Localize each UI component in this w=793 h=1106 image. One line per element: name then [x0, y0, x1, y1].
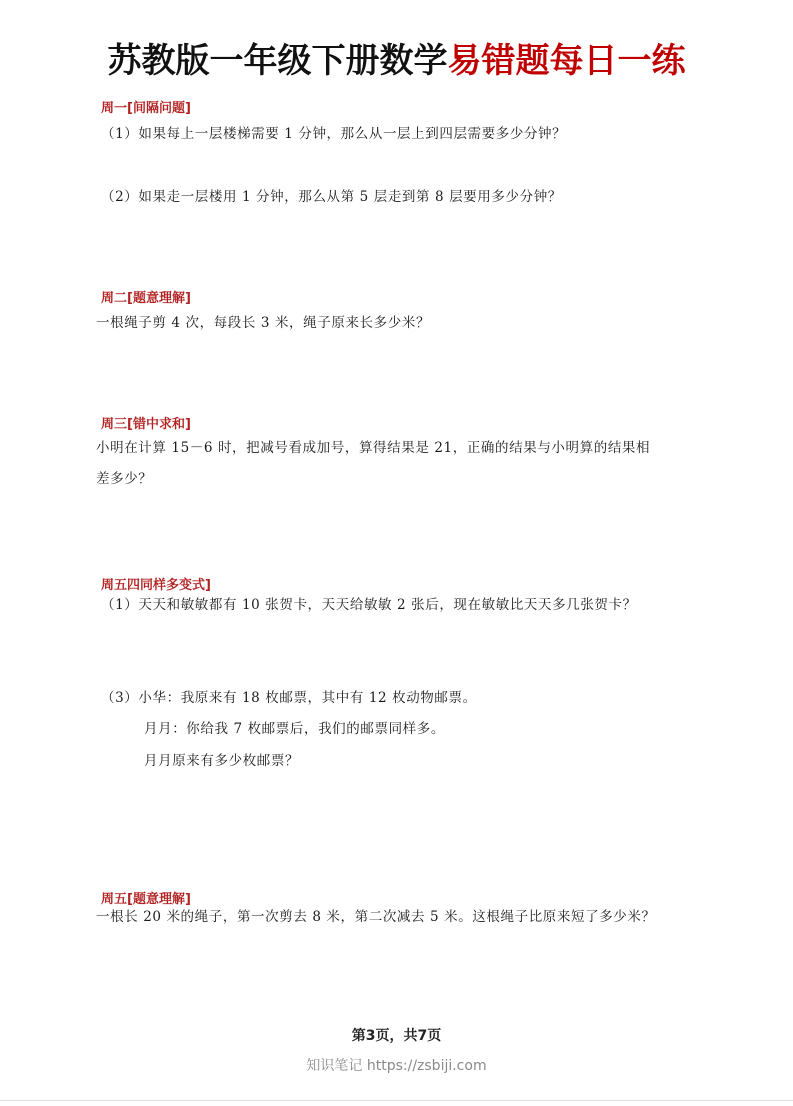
section-heading-friday: 周五[题意理解] [101, 892, 191, 907]
question-thursday-1: （1）天天和敏敏都有 10 张贺卡，天天给敏敏 2 张后，现在敏敏比天天多几张贺卡？ [101, 597, 637, 613]
section-heading-tuesday: 周二[题意理解] [101, 291, 191, 306]
question-thursday-3-line2: 月月：你给我 7 枚邮票后，我们的邮票同样多。 [144, 721, 445, 737]
title-highlight: 易错题每日一练 [447, 41, 686, 81]
section-heading-wednesday: 周三[错中求和] [101, 417, 191, 432]
section-heading-monday: 周一[间隔问题] [101, 101, 191, 116]
title-main: 苏教版一年级下册数学 [107, 41, 448, 81]
question-thursday-3-line1: （3）小华：我原来有 18 枚邮票，其中有 12 枚动物邮票。 [101, 690, 477, 706]
question-friday-1: 一根长 20 米的绳子，第一次剪去 8 米，第二次减去 5 米。这根绳子比原来短了多少米？ [96, 909, 656, 925]
bottom-divider [0, 1100, 793, 1101]
question-thursday-3-line3: 月月原来有多少枚邮票？ [144, 753, 300, 769]
section-heading-thursday: 周五四同样多变式] [101, 578, 211, 593]
question-wednesday-line2: 差多少？ [96, 471, 153, 487]
site-watermark: 知识笔记 https://zsbiji.com [306, 1058, 487, 1074]
page-title [0, 38, 793, 84]
page-number: 第3页，共7页 [351, 1028, 442, 1044]
question-wednesday-line1: 小明在计算 15－6 时，把减号看成加号，算得结果是 21，正确的结果与小明算的结果相 [96, 440, 651, 456]
question-tuesday-1: 一根绳子剪 4 次，每段长 3 米，绳子原来长多少米？ [96, 315, 431, 331]
question-monday-2: （2）如果走一层楼用 1 分钟，那么从第 5 层走到第 8 层要用多少分钟？ [101, 189, 562, 205]
question-monday-1: （1）如果每上一层楼梯需要 1 分钟，那么从一层上到四层需要多少分钟？ [101, 126, 567, 142]
